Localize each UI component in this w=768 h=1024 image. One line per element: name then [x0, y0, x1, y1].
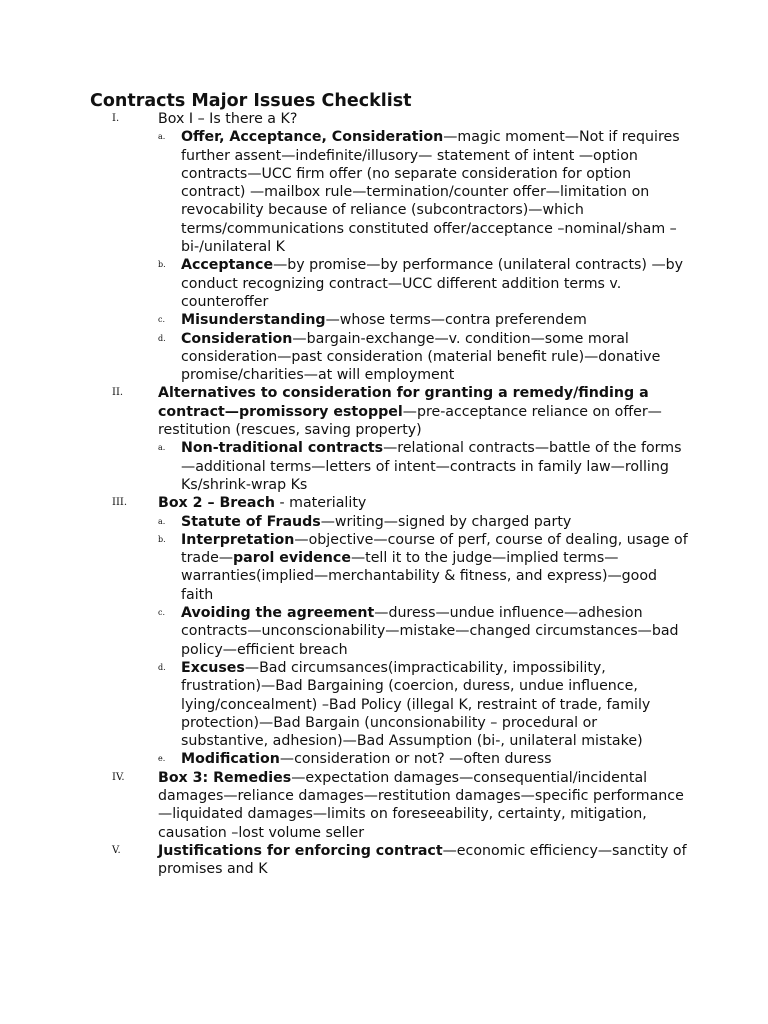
item-letter: b.: [158, 534, 166, 544]
item-2a: [158, 439, 688, 494]
item-text: —writing—signed by charged party: [320, 513, 572, 530]
section-heading: Justifications for enforcing contract: [158, 842, 443, 859]
item-text: —consideration or not? —often duress: [279, 751, 552, 768]
section-4: [0, 769, 688, 842]
item-1d: [158, 330, 688, 385]
section-5: [0, 842, 688, 879]
section-text: —pre-acceptance reliance on offer—restitution (rescues, saving property): [158, 403, 662, 439]
item-text-2: —tell it to the judge—implied terms—warranties(implied—merchantability & fitness, and express)—good faith: [181, 550, 658, 603]
section-body: [158, 769, 688, 842]
item-3d: [158, 659, 688, 750]
section-text: —expectation damages—consequential/incidental damages—reliance damages—restitution damages—specific performance—liquidated damages—limits on foreseeability, certainty, mitigation, causation –lost volume seller: [158, 769, 684, 841]
section-text: - materiality: [275, 495, 367, 512]
item-heading: Interpretation: [181, 531, 295, 548]
item-letter: a.: [158, 516, 166, 526]
section-3: [0, 494, 688, 768]
section-1: [0, 110, 688, 384]
item-3c: [158, 604, 688, 659]
item-text: —relational contracts—battle of the forms—additional terms—letters of intent—contracts in family law—rolling Ks/shrink-wrap Ks: [181, 440, 682, 493]
item-letter: a.: [158, 132, 166, 142]
item-text: —by promise—by performance (unilateral contracts) —by conduct recognizing contract—UCC different addition terms v. counteroffer: [181, 257, 684, 310]
item-1a: [158, 128, 688, 256]
item-heading: Modification: [181, 751, 280, 768]
item-3e: [158, 750, 688, 768]
section-heading: Box 2 – Breach: [158, 495, 276, 512]
item-letter: a.: [158, 443, 166, 453]
item-text: —bargain-exchange—v. condition—some moral consideration—past consideration (material benefit rule)—donative promise/charities—at will employment: [181, 330, 661, 384]
section-numeral: V.: [112, 844, 121, 856]
item-letter: c.: [158, 608, 166, 618]
item-1c: [158, 311, 688, 329]
item-letter: b.: [158, 260, 166, 270]
item-heading: Consideration: [181, 330, 293, 347]
item-heading: Offer, Acceptance, Consideration: [181, 129, 444, 146]
item-letter: c.: [158, 315, 166, 325]
item-1b: [158, 256, 688, 311]
section-heading: Box 3: Remedies: [158, 769, 292, 786]
section-body: [158, 842, 688, 879]
item-text: —Bad circumsances(impracticability, impossibility, frustration)—Bad Bargaining (coercion, duress, undue influence, lying/concealment) –Bad Policy (illegal K, restraint of trade, family protection)—Bad Bargain (unconsionability – procedural or substantive, adhesion)—Bad Assumption (bi-, unilateral mistake): [181, 659, 651, 750]
item-text: —whose terms—contra preferendem: [325, 312, 587, 329]
item-text: —magic moment—Not if requires further assent—indefinite/illusory— statement of intent —option contracts—UCC firm offer (no separate consideration for option contract) —mailbox rule—termination/counter offer—limitation on revocability because of reliance (subcontractors)—which terms/communications constituted offer/acceptance –nominal/sham –bi-/unilateral K: [181, 129, 680, 256]
item-text: —objective—course of perf, course of dealing, usage of trade—: [181, 531, 688, 567]
section-body: [158, 494, 688, 512]
item-letter: e.: [158, 754, 166, 764]
item-text: —duress—undue influence—adhesion contracts—unconscionability—mistake—changed circumstances—bad policy—efficient breach: [181, 605, 679, 658]
item-3b: [158, 531, 688, 604]
item-heading: Acceptance: [181, 257, 274, 274]
item-letter: d.: [158, 333, 166, 343]
section-heading: Box I – Is there a K?: [158, 111, 298, 127]
section-text: —economic efficiency—sanctity of promises and K: [158, 842, 687, 878]
section-numeral: II.: [112, 387, 124, 399]
item-heading: Statute of Frauds: [181, 513, 321, 530]
section-heading: Alternatives to consideration for granting a remedy/finding a contract—promissory estoppel: [158, 385, 649, 420]
document-title: Contracts Major Issues Checklist: [90, 91, 412, 111]
item-3a: [158, 513, 688, 531]
item-heading: Avoiding the agreement: [181, 605, 375, 622]
item-heading-2: parol evidence: [233, 550, 351, 567]
section-numeral: IV.: [112, 771, 125, 783]
item-heading: Excuses: [181, 659, 245, 676]
checklist-outline: [0, 110, 768, 878]
item-letter: d.: [158, 662, 166, 672]
item-heading: Misunderstanding: [181, 312, 326, 329]
section-2: [0, 384, 688, 494]
section-numeral: III.: [112, 497, 128, 509]
item-heading: Non-traditional contracts: [181, 440, 384, 457]
section-numeral: I.: [112, 113, 120, 124]
section-body: [158, 384, 688, 439]
